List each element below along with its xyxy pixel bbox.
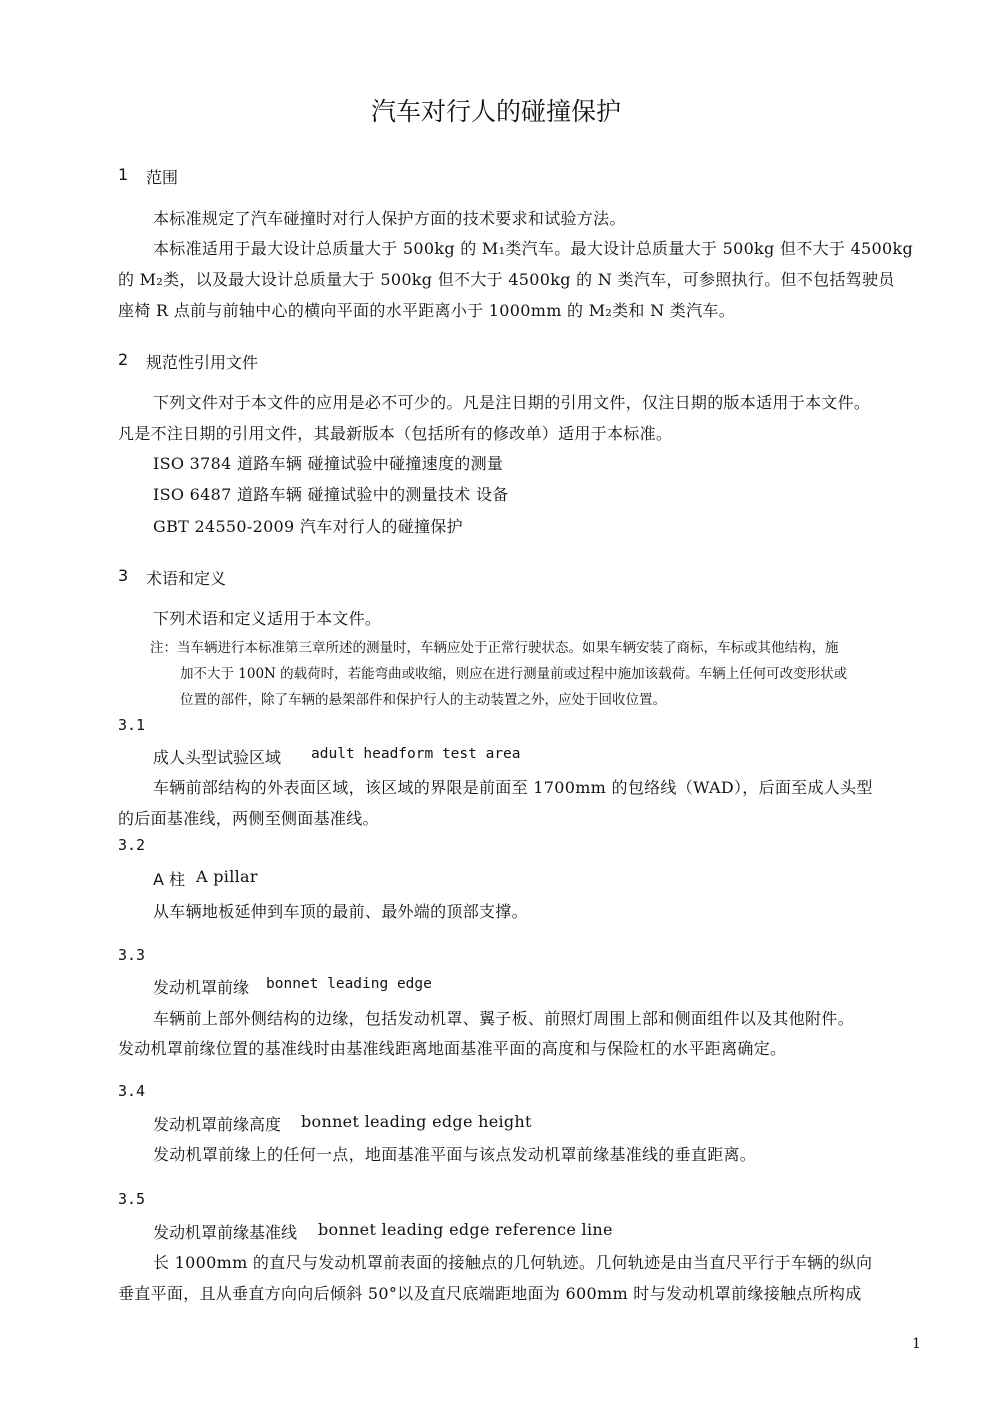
term-number: 3.3 <box>118 946 146 964</box>
term-title-zh: 发动机罩前缘 <box>153 978 250 997</box>
section-2-heading: 规范性引用文件 <box>146 353 259 372</box>
section-1-number: 1 <box>118 165 129 184</box>
section-2-number: 2 <box>118 350 129 369</box>
term-definition: 从车辆地板延伸到车顶的最前、最外端的顶部支撑。 <box>153 902 528 921</box>
term-definition: 发动机罩前缘上的任何一点，地面基准平面与该点发动机罩前缘基准线的垂直距离。 <box>153 1145 757 1164</box>
section-3-number: 3 <box>118 566 129 585</box>
term-definition: 发动机罩前缘位置的基准线时由基准线距离地面基准平面的高度和与保险杠的水平距离确定。 <box>118 1039 787 1058</box>
note-line: 加不大于 100N 的载荷时，若能弯曲或收缩，则应在进行测量前或过程中施加该载荷。车辆上任何可改变形状或 <box>180 666 848 682</box>
section-2-paragraph: 凡是不注日期的引用文件，其最新版本（包括所有的修改单）适用于本标准。 <box>118 424 673 443</box>
reference-item: ISO 6487 道路车辆 碰撞试验中的测量技术 设备 <box>153 485 509 504</box>
term-title-zh: 发动机罩前缘基准线 <box>153 1223 298 1242</box>
page-number: 1 <box>912 1336 921 1352</box>
term-number: 3.5 <box>118 1190 146 1208</box>
term-number: 3.2 <box>118 836 146 854</box>
term-title-en: adult headform test area <box>311 746 521 762</box>
section-1-paragraph: 本标准适用于最大设计总质量大于 500kg 的 M₁类汽车。最大设计总质量大于 500kg 但不大于 4500kg <box>153 239 914 258</box>
section-3-intro: 下列术语和定义适用于本文件。 <box>153 609 382 628</box>
term-definition: 车辆前部结构的外表面区域，该区域的界限是前面至 1700mm 的包络线（WAD），后面至成人头型 <box>153 778 873 797</box>
term-title-zh: A 柱 <box>153 870 186 889</box>
section-1-paragraph: 本标准规定了汽车碰撞时对行人保护方面的技术要求和试验方法。 <box>153 209 626 228</box>
note-line: 注：当车辆进行本标准第三章所述的测量时，车辆应处于正常行驶状态。如果车辆安装了商标，车标或其他结构，施 <box>150 640 839 656</box>
term-title-en: A pillar <box>196 867 258 886</box>
term-title-zh: 发动机罩前缘高度 <box>153 1115 282 1134</box>
term-number: 3.4 <box>118 1082 146 1100</box>
term-definition: 的后面基准线，两侧至侧面基准线。 <box>118 809 379 828</box>
section-1-paragraph: 座椅 R 点前与前轴中心的横向平面的水平距离小于 1000mm 的 M₂类和 N 类汽车。 <box>118 301 736 320</box>
term-number: 3.1 <box>118 716 146 734</box>
section-3-heading: 术语和定义 <box>146 569 227 588</box>
reference-item: ISO 3784 道路车辆 碰撞试验中碰撞速度的测量 <box>153 454 504 473</box>
term-definition: 垂直平面，且从垂直方向向后倾斜 50°以及直尺底端距地面为 600mm 时与发动机罩前缘接触点所构成 <box>118 1284 862 1303</box>
document-title: 汽车对行人的碰撞保护 <box>370 97 621 126</box>
reference-item: GBT 24550-2009 汽车对行人的碰撞保护 <box>153 517 463 536</box>
term-title-en: bonnet leading edge height <box>301 1112 532 1131</box>
term-title-zh: 成人头型试验区域 <box>153 748 282 767</box>
section-1-heading: 范围 <box>146 168 179 187</box>
term-definition: 车辆前上部外侧结构的边缘，包括发动机罩、翼子板、前照灯周围上部和侧面组件以及其他附件。 <box>153 1009 854 1028</box>
term-title-en: bonnet leading edge reference line <box>318 1220 613 1239</box>
section-1-paragraph: 的 M₂类，以及最大设计总质量大于 500kg 但不大于 4500kg 的 N 类汽车，可参照执行。但不包括驾驶员 <box>118 270 895 289</box>
term-title-en: bonnet leading edge <box>266 976 432 992</box>
section-2-paragraph: 下列文件对于本文件的应用是必不可少的。凡是注日期的引用文件，仅注日期的版本适用于本文件。 <box>153 393 871 412</box>
term-definition: 长 1000mm 的直尺与发动机罩前表面的接触点的几何轨迹。几何轨迹是由当直尺平行于车辆的纵向 <box>153 1253 873 1272</box>
note-line: 位置的部件，除了车辆的悬架部件和保护行人的主动装置之外，应处于回收位置。 <box>180 692 666 708</box>
